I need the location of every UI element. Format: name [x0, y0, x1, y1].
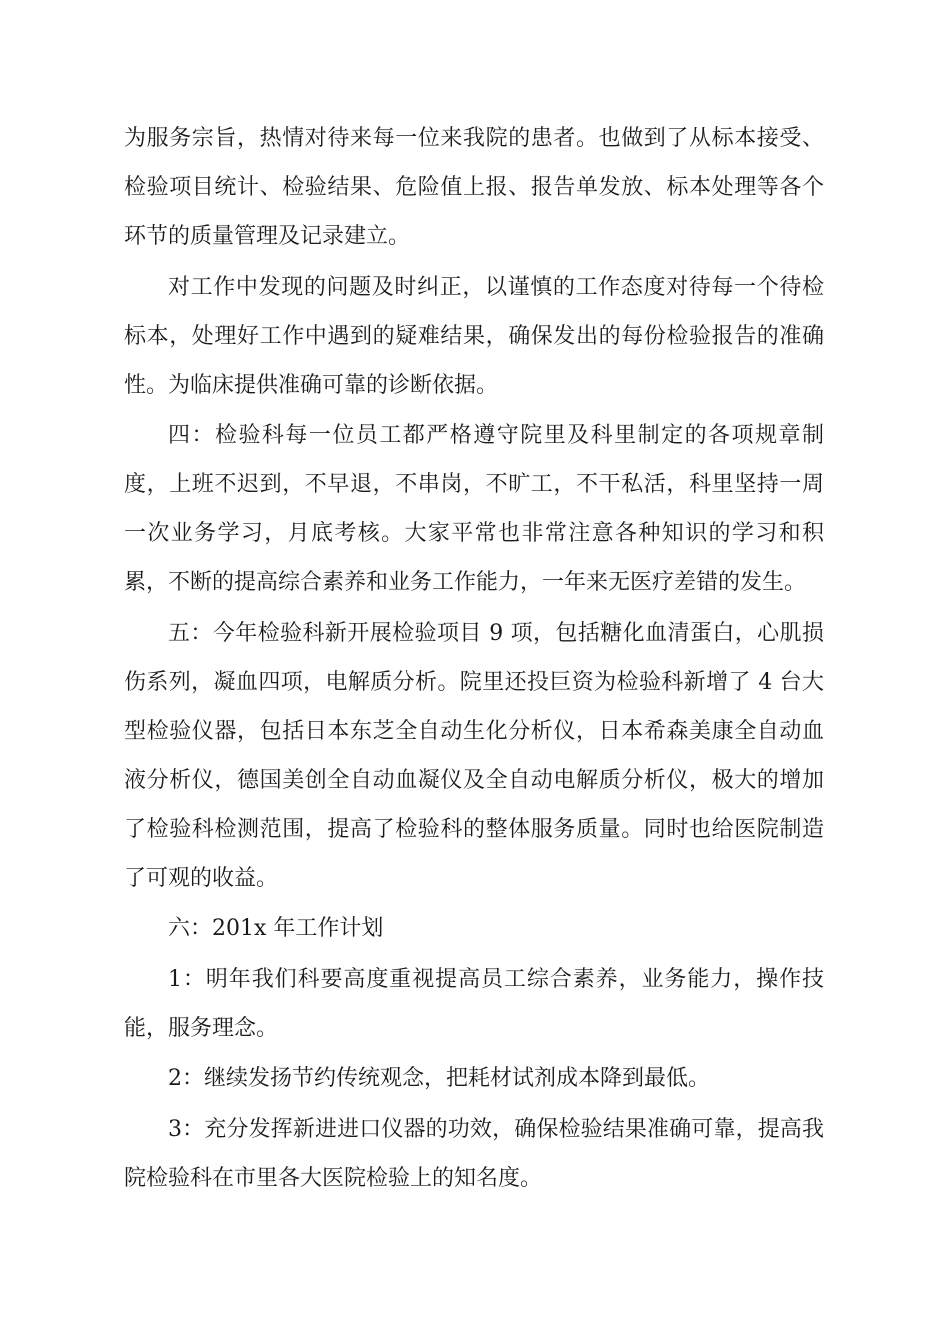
paragraph-section-five: 五：今年检验科新开展检验项目 9 项，包括糖化血清蛋白，心肌损伤系列，凝血四项，电解质分析。院里还投巨资为检验科新增了 4 台大型检验仪器，包括日本东芝全自动生化分析仪，日本希森美康全自动血液分析仪，德国美创全自动血凝仪及全自动电解质分析仪，极大的增加了检验科检测范围，提高了检验科的整体服务质量。同时也给医院制造了可观的收益。 — [124, 620, 824, 891]
document-body — [124, 114, 824, 1203]
heading-section-six: 六：201x 年工作计划 — [168, 916, 384, 941]
paragraph-section-four: 四：检验科每一位员工都严格遵守院里及科里制定的各项规章制度，上班不迟到，不早退，不串岗，不旷工，不干私活，科里坚持一周一次业务学习，月底考核。大家平常也非常注意各种知识的学习和积累，不断的提高综合素养和业务工作能力，一年来无医疗差错的发生。 — [124, 423, 824, 595]
plan-item-3: 3：充分发挥新进进口仪器的功效，确保检验结果准确可靠，提高我院检验科在市里各大医院检验上的知名度。 — [124, 1116, 824, 1191]
paragraph-error-correction: 对工作中发现的问题及时纠正，以谨慎的工作态度对待每一个待检标本，处理好工作中遇到的疑难结果，确保发出的每份检验报告的准确性。为临床提供准确可靠的诊断依据。 — [124, 274, 824, 398]
plan-item-2: 2：继续发扬节约传统观念，把耗材试剂成本降到最低。 — [168, 1066, 710, 1091]
plan-item-1: 1：明年我们科要高度重视提高员工综合素养，业务能力，操作技能，服务理念。 — [124, 966, 824, 1041]
paragraph-continuation: 为服务宗旨，热情对待来每一位来我院的患者。也做到了从标本接受、检验项目统计、检验结果、危险值上报、报告单发放、标本处理等各个环节的质量管理及记录建立。 — [124, 126, 824, 249]
